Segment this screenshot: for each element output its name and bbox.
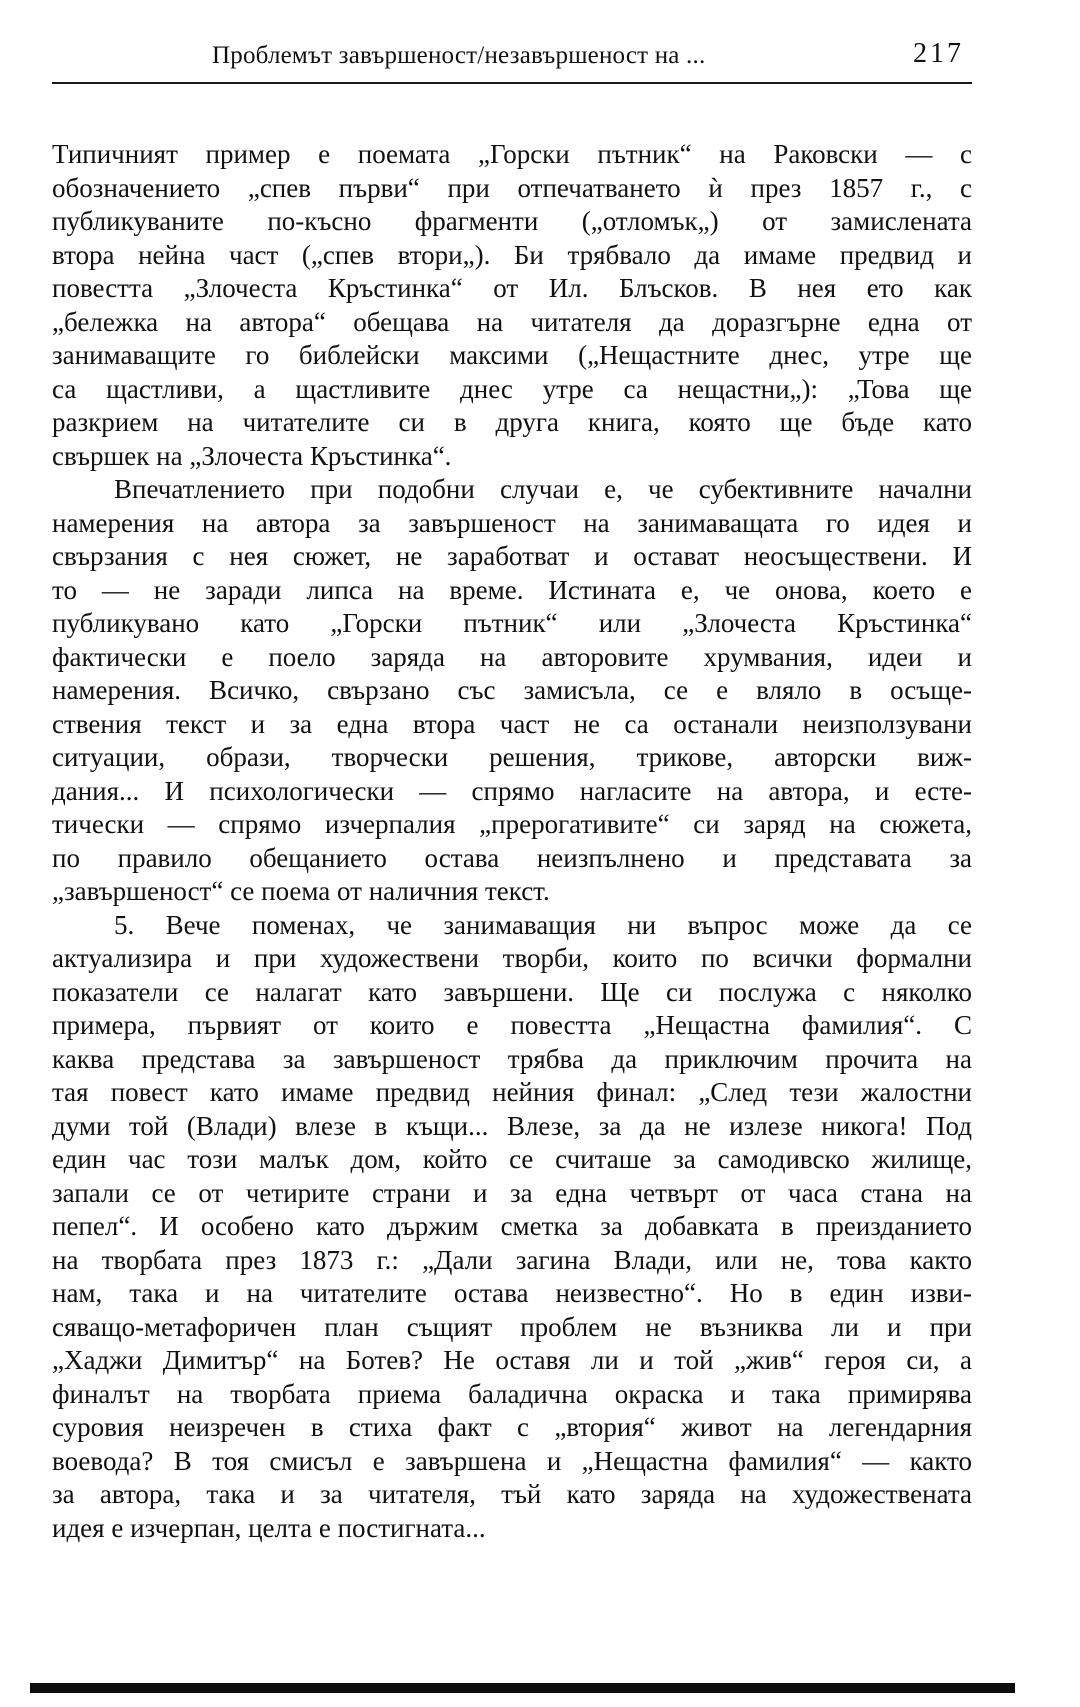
text-line: „бележка на автора“ обещава на читателя да доразгърне една от (52, 306, 972, 337)
text-line: публикуваните по-късно фрагменти („отломък„) от замислената (52, 206, 972, 236)
text-line: нам, така и на читателите остава неизвестно“. Но в един изви- (52, 1278, 972, 1308)
text-line: ситуации, образи, творчески решения, трикове, авторски виж- (52, 742, 972, 772)
text-line: свързания с нея сюжет, не заработват и остават неосъществени. И (52, 541, 972, 571)
text-line: втора нейна част („спев втори„). Би трябвало да имаме предвид и (52, 239, 972, 270)
running-title: Проблемът завършеност/незавършеност на ... (212, 42, 706, 69)
text-line: примера, първият от които е повестта „Нещастна фамилия“. С (52, 1010, 972, 1040)
text-line: тая повест като имаме предвид нейния финал: „След тези жалостни (52, 1077, 972, 1107)
text-line: каква представа за завършеност трябва да приключим прочита на (52, 1043, 972, 1074)
text-line: свършек на „Злочеста Кръстинка“. (52, 440, 452, 471)
text-line: намерения на автора за завършеност на занимаващата го идея и (52, 507, 972, 538)
text-line: показатели се налагат като завършени. Ще си послужа с няколко (52, 976, 972, 1007)
text-line: намерения. Всичко, свързано със замисъла, се е вляло в осъще- (52, 675, 972, 705)
text-line: сяващо-метафоричен план същият проблем не възниква ли и при (52, 1311, 972, 1342)
text-line: воевода? В тоя смисъл е завършена и „Нещастна фамилия“ — както (52, 1445, 972, 1476)
text-line: Типичният пример е поемата „Горски пътник“ на Раковски — с (52, 139, 972, 169)
text-line: думи той (Влади) влезе в къщи... Влезе, за да не излезе никога! Под (52, 1110, 972, 1141)
text-line: са щастливи, а щастливите днес утре са нещастни„): „Това ще (52, 373, 972, 404)
text-line: дания... И психологически — спрямо нагласите на автора, и есте- (52, 775, 972, 806)
text-line: един час този малък дом, който се считаше за самодивско жилище, (52, 1144, 972, 1174)
text-line: ствения текст и за една втора част не са останали неизползувани (52, 708, 972, 739)
text-line: на творбата през 1873 г.: „Дали загина Влади, или не, това както (52, 1244, 972, 1275)
paragraph-first-line: Впечатлението при подобни случаи е, че субективните начални (114, 474, 972, 504)
paragraph-first-line: 5. Вече поменах, че занимаващия ни въпрос може да се (114, 909, 972, 940)
text-line: повестта „Злочеста Кръстинка“ от Ил. Блъсков. В нея ето как (52, 273, 972, 303)
text-line: то — не заради липса на време. Истината е, че онова, което е (52, 574, 972, 605)
page-number: 217 (913, 38, 964, 69)
text-line: актуализира и при художествени творби, които по всички формални (52, 943, 972, 973)
text-line: пепел“. И особено като държим сметка за добавката в преизданието (52, 1211, 972, 1241)
text-line: суровия неизречен в стиха факт с „втория“ живот на легендарния (52, 1412, 972, 1442)
text-line: идея е изчерпан, целта е постигната... (52, 1512, 486, 1543)
text-line: „Хаджи Димитър“ на Ботев? Не оставя ли и той „жив“ героя си, а (52, 1345, 972, 1375)
text-line: по правило обещанието остава неизпълнено и представата за (52, 842, 972, 873)
text-line: разкрием на читателите си в друга книга, която ще бъде като (52, 407, 972, 437)
text-line: запали се от четирите страни и за една четвърт от часа стана на (52, 1177, 972, 1208)
text-line: за автора, така и за читателя, тъй като заряда на художествената (52, 1479, 972, 1509)
scan-edge-bar (30, 1683, 1015, 1693)
text-line: тически — спрямо изчерпалия „прерогативите“ си заряд на сюжета, (52, 809, 972, 839)
text-line: обозначението „спев първи“ при отпечатването ѝ през 1857 г., с (52, 172, 972, 203)
text-line: фактически е поело заряда на авторовите хрумвания, идеи и (52, 641, 972, 672)
text-line: финалът на творбата приема баладична окраска и така примирява (52, 1378, 972, 1409)
text-line: публикувано като „Горски пътник“ или „Злочеста Кръстинка“ (52, 608, 972, 638)
text-line: занимаващите го библейски максими („Нещастните днес, утре ще (52, 340, 972, 370)
header-rule (52, 82, 972, 84)
body-text (52, 138, 972, 1545)
running-header (52, 38, 970, 78)
text-line: „завършеност“ се поема от наличния текст. (52, 876, 550, 906)
